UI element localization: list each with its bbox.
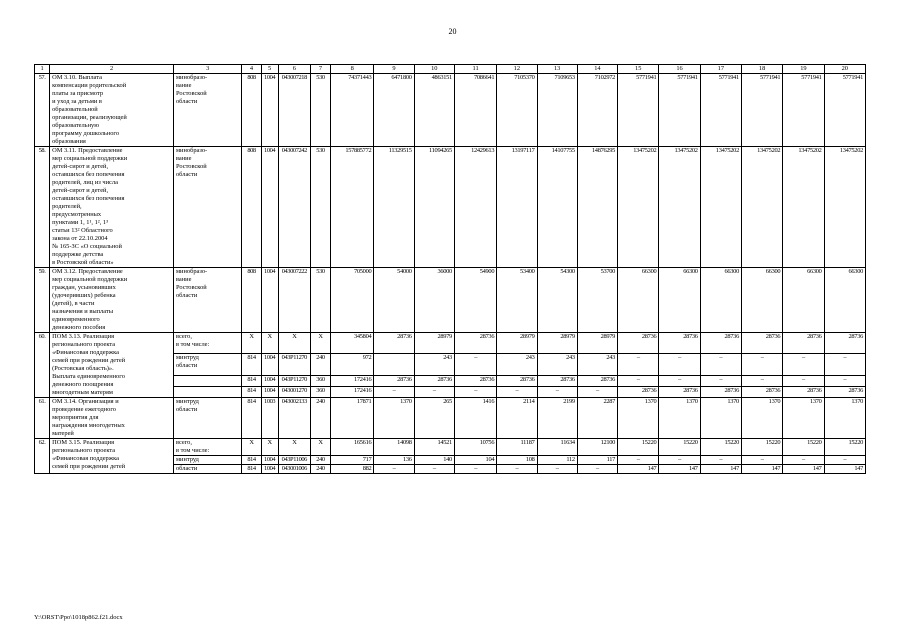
- amount-cell: –: [577, 465, 617, 474]
- amount-cell: –: [700, 375, 741, 386]
- code-cell: 1004: [261, 375, 278, 386]
- amount-cell: 14521: [414, 439, 454, 456]
- amount-cell: 705000: [331, 268, 374, 333]
- amount-cell: 13475202: [618, 147, 659, 268]
- amount-cell: 243: [577, 354, 617, 375]
- code-cell: 240: [310, 465, 330, 474]
- amount-cell: 108: [497, 456, 537, 465]
- executor: всего, в том числе:: [173, 333, 241, 354]
- code-cell: Х: [310, 439, 330, 456]
- amount-cell: 28736: [783, 386, 824, 397]
- amount-cell: –: [537, 386, 577, 397]
- amount-cell: 5771941: [783, 74, 824, 147]
- amount-cell: 28979: [414, 333, 454, 354]
- header-cell: 11: [454, 65, 496, 74]
- executor: минобразо- вание Ростовской области: [173, 74, 241, 147]
- code-cell: 1003: [261, 398, 278, 439]
- row-number: 58.: [35, 147, 50, 268]
- amount-cell: 28736: [374, 375, 414, 386]
- page-number: 20: [448, 27, 457, 36]
- amount-cell: 5771941: [618, 74, 659, 147]
- amount-cell: 104: [454, 456, 496, 465]
- amount-cell: 28736: [700, 333, 741, 354]
- header-cell: 14: [577, 65, 617, 74]
- amount-cell: 6471800: [374, 74, 414, 147]
- amount-cell: 265: [414, 398, 454, 439]
- amount-cell: –: [454, 465, 496, 474]
- amount-cell: 28979: [497, 333, 537, 354]
- executor: [173, 386, 241, 397]
- header-cell: 1: [35, 65, 50, 74]
- amount-cell: 54000: [374, 268, 414, 333]
- code-cell: 360: [310, 375, 330, 386]
- amount-cell: 136: [374, 456, 414, 465]
- amount-cell: 28736: [659, 333, 700, 354]
- amount-cell: 243: [537, 354, 577, 375]
- code-cell: 814: [242, 465, 261, 474]
- code-cell: 814: [242, 398, 261, 439]
- code-cell: 1004: [261, 74, 278, 147]
- code-cell: 043P11270: [278, 375, 310, 386]
- amount-cell: 14876295: [577, 147, 617, 268]
- amount-cell: 14098: [374, 439, 414, 456]
- amount-cell: 147: [618, 465, 659, 474]
- amount-cell: 147: [700, 465, 741, 474]
- header-cell: 15: [618, 65, 659, 74]
- amount-cell: 28736: [700, 386, 741, 397]
- header-cell: 4: [242, 65, 261, 74]
- amount-cell: –: [577, 386, 617, 397]
- amount-cell: 4863151: [414, 74, 454, 147]
- header-cell: 19: [783, 65, 824, 74]
- file-path: Y:\ORST\Ppo\1018p862.f21.docx: [34, 614, 123, 621]
- amount-cell: 17871: [331, 398, 374, 439]
- amount-cell: 28736: [577, 375, 617, 386]
- amount-cell: 66300: [783, 268, 824, 333]
- amount-cell: 12429613: [454, 147, 496, 268]
- executor: области: [173, 465, 241, 474]
- code-cell: 814: [242, 354, 261, 375]
- code-cell: 043007218: [278, 74, 310, 147]
- measure-name: ОМ 3.10. Выплата компенсации родительской платы за присмотр и уход за детьми в образовательной организации, реализующей образовательную программу дошкольного образования: [50, 74, 174, 147]
- code-cell: 043001270: [278, 386, 310, 397]
- amount-cell: –: [659, 375, 700, 386]
- amount-cell: –: [618, 456, 659, 465]
- amount-cell: 1370: [700, 398, 741, 439]
- amount-cell: –: [454, 386, 496, 397]
- amount-cell: 28736: [618, 386, 659, 397]
- row-number: 61.: [35, 398, 50, 439]
- amount-cell: 147: [783, 465, 824, 474]
- amount-cell: [374, 354, 414, 375]
- amount-cell: –: [497, 386, 537, 397]
- code-cell: 1004: [261, 268, 278, 333]
- amount-cell: 13475202: [659, 147, 700, 268]
- executor: [173, 375, 241, 386]
- table-row: [35, 268, 866, 333]
- amount-cell: –: [414, 465, 454, 474]
- header-cell: 13: [537, 65, 577, 74]
- header-cell: 10: [414, 65, 454, 74]
- code-cell: 043P11006: [278, 456, 310, 465]
- amount-cell: –: [454, 354, 496, 375]
- code-cell: Х: [242, 439, 261, 456]
- table-row: [35, 147, 866, 268]
- executor: минобразо- вание Ростовской области: [173, 268, 241, 333]
- amount-cell: 11634: [537, 439, 577, 456]
- amount-cell: 28979: [537, 333, 577, 354]
- code-cell: 1004: [261, 465, 278, 474]
- amount-cell: –: [700, 456, 741, 465]
- amount-cell: –: [618, 354, 659, 375]
- amount-cell: 1416: [454, 398, 496, 439]
- amount-cell: 7102972: [577, 74, 617, 147]
- amount-cell: 15220: [783, 439, 824, 456]
- amount-cell: –: [824, 354, 865, 375]
- amount-cell: 28736: [659, 386, 700, 397]
- amount-cell: 28736: [414, 375, 454, 386]
- amount-cell: –: [537, 465, 577, 474]
- header-cell: 8: [331, 65, 374, 74]
- header-row: [35, 65, 866, 74]
- amount-cell: 28736: [618, 333, 659, 354]
- code-cell: Х: [242, 333, 261, 354]
- executor: минтруд области: [173, 354, 241, 375]
- code-cell: Х: [310, 333, 330, 354]
- code-cell: 043001006: [278, 465, 310, 474]
- header-cell: 3: [173, 65, 241, 74]
- code-cell: 043002133: [278, 398, 310, 439]
- amount-cell: 15220: [741, 439, 782, 456]
- code-cell: 360: [310, 386, 330, 397]
- amount-cell: 1370: [783, 398, 824, 439]
- amount-cell: 15220: [700, 439, 741, 456]
- amount-cell: –: [659, 456, 700, 465]
- amount-cell: 147: [824, 465, 865, 474]
- code-cell: Х: [278, 439, 310, 456]
- amount-cell: 66300: [659, 268, 700, 333]
- header-cell: 2: [50, 65, 174, 74]
- amount-cell: 66300: [741, 268, 782, 333]
- amount-cell: 53700: [577, 268, 617, 333]
- amount-cell: –: [824, 375, 865, 386]
- amount-cell: –: [824, 456, 865, 465]
- amount-cell: 717: [331, 456, 374, 465]
- header-cell: 16: [659, 65, 700, 74]
- amount-cell: 172416: [331, 375, 374, 386]
- amount-cell: 1370: [374, 398, 414, 439]
- measure-name: ОМ 3.12. Предоставление мер социальной поддержки граждан, усыновивших (удочеривших) ребенка (детей), в части назначения и выплаты единовременного денежного пособия: [50, 268, 174, 333]
- amount-cell: 13475202: [783, 147, 824, 268]
- header-cell: 18: [741, 65, 782, 74]
- amount-cell: –: [659, 354, 700, 375]
- code-cell: 814: [242, 456, 261, 465]
- amount-cell: 11329515: [374, 147, 414, 268]
- code-cell: 1004: [261, 386, 278, 397]
- amount-cell: 28736: [374, 333, 414, 354]
- amount-cell: 12100: [577, 439, 617, 456]
- amount-cell: 2199: [537, 398, 577, 439]
- row-number: 62.: [35, 439, 50, 474]
- amount-cell: 972: [331, 354, 374, 375]
- code-cell: 1004: [261, 354, 278, 375]
- amount-cell: 53400: [497, 268, 537, 333]
- row-number: 60.: [35, 333, 50, 398]
- amount-cell: 112: [537, 456, 577, 465]
- amount-cell: –: [618, 375, 659, 386]
- amount-cell: 1370: [659, 398, 700, 439]
- header-cell: 9: [374, 65, 414, 74]
- amount-cell: 28736: [537, 375, 577, 386]
- code-cell: 043007222: [278, 268, 310, 333]
- amount-cell: 11187: [497, 439, 537, 456]
- amount-cell: –: [783, 456, 824, 465]
- code-cell: 808: [242, 268, 261, 333]
- amount-cell: 7086641: [454, 74, 496, 147]
- amount-cell: –: [741, 354, 782, 375]
- amount-cell: 1370: [618, 398, 659, 439]
- header-cell: 12: [497, 65, 537, 74]
- amount-cell: –: [374, 386, 414, 397]
- table-row: [35, 398, 866, 439]
- amount-cell: 28736: [824, 386, 865, 397]
- code-cell: 808: [242, 74, 261, 147]
- amount-cell: 140: [414, 456, 454, 465]
- code-cell: Х: [278, 333, 310, 354]
- amount-cell: 243: [414, 354, 454, 375]
- budget-table: [34, 64, 866, 474]
- code-cell: Х: [261, 439, 278, 456]
- amount-cell: 66300: [700, 268, 741, 333]
- amount-cell: 147: [741, 465, 782, 474]
- code-cell: 530: [310, 268, 330, 333]
- amount-cell: 74371443: [331, 74, 374, 147]
- amount-cell: 882: [331, 465, 374, 474]
- amount-cell: 2287: [577, 398, 617, 439]
- code-cell: 530: [310, 74, 330, 147]
- header-cell: 17: [700, 65, 741, 74]
- amount-cell: 28736: [783, 333, 824, 354]
- amount-cell: 7109653: [537, 74, 577, 147]
- code-cell: 1004: [261, 147, 278, 268]
- amount-cell: 345804: [331, 333, 374, 354]
- measure-name: ПОМ 3.13. Реализация регионального проекта «Финансовая поддержка семей при рождении детей (Ростовская область)». Выплата единовременного денежного поощрения многодетным матерям: [50, 333, 174, 398]
- code-cell: 814: [242, 375, 261, 386]
- executor: всего, в том числе:: [173, 439, 241, 456]
- amount-cell: 5771941: [700, 74, 741, 147]
- amount-cell: 147: [659, 465, 700, 474]
- amount-cell: 28736: [741, 333, 782, 354]
- amount-cell: 15220: [618, 439, 659, 456]
- header-cell: 7: [310, 65, 330, 74]
- amount-cell: 1370: [741, 398, 782, 439]
- amount-cell: 13197117: [497, 147, 537, 268]
- code-cell: 530: [310, 147, 330, 268]
- amount-cell: 5771941: [741, 74, 782, 147]
- amount-cell: 54900: [454, 268, 496, 333]
- row-number: 59.: [35, 268, 50, 333]
- measure-name: ОМ 3.14. Организация и проведение ежегодного мероприятия для награждения многодетных матерей: [50, 398, 174, 439]
- amount-cell: 117: [577, 456, 617, 465]
- amount-cell: 243: [497, 354, 537, 375]
- amount-cell: –: [374, 465, 414, 474]
- amount-cell: 15220: [824, 439, 865, 456]
- code-cell: 814: [242, 386, 261, 397]
- amount-cell: 1370: [824, 398, 865, 439]
- amount-cell: 13475202: [741, 147, 782, 268]
- amount-cell: 7105370: [497, 74, 537, 147]
- header-cell: 20: [824, 65, 865, 74]
- header-cell: 5: [261, 65, 278, 74]
- amount-cell: 172416: [331, 386, 374, 397]
- amount-cell: 5771941: [659, 74, 700, 147]
- executor: минобразо- вание Ростовской области: [173, 147, 241, 268]
- measure-name: ОМ 3.11. Предоставление мер социальной поддержки детей-сирот и детей, оставшихся без попечения родителей, лиц из числа детей-сирот и детей, оставшихся без попечения родителей, предусмотренных пунктами 1, 1¹, 1², 1³ статьи 13² Областного закона от 22.10.2004 № 165-ЗС «О социальной поддержке детства в Ростовской области»: [50, 147, 174, 268]
- executor: минтруд области: [173, 398, 241, 439]
- table-row: [35, 439, 866, 456]
- code-cell: 043P11270: [278, 354, 310, 375]
- amount-cell: 2114: [497, 398, 537, 439]
- amount-cell: 28736: [454, 375, 496, 386]
- amount-cell: 157885772: [331, 147, 374, 268]
- amount-cell: 28736: [824, 333, 865, 354]
- measure-name: ПОМ 3.15. Реализация регионального проекта «Финансовая поддержка семей при рождении детей: [50, 439, 174, 474]
- code-cell: 240: [310, 456, 330, 465]
- table-row: [35, 333, 866, 354]
- amount-cell: 36000: [414, 268, 454, 333]
- amount-cell: 28979: [577, 333, 617, 354]
- code-cell: 240: [310, 354, 330, 375]
- code-cell: 1004: [261, 456, 278, 465]
- amount-cell: 10756: [454, 439, 496, 456]
- code-cell: 240: [310, 398, 330, 439]
- amount-cell: –: [783, 375, 824, 386]
- amount-cell: –: [700, 354, 741, 375]
- code-cell: 043007242: [278, 147, 310, 268]
- amount-cell: 54300: [537, 268, 577, 333]
- amount-cell: 11094265: [414, 147, 454, 268]
- amount-cell: 14107755: [537, 147, 577, 268]
- executor: минтруд: [173, 456, 241, 465]
- amount-cell: –: [741, 375, 782, 386]
- amount-cell: 28736: [741, 386, 782, 397]
- amount-cell: –: [497, 465, 537, 474]
- amount-cell: 13475202: [824, 147, 865, 268]
- amount-cell: 28736: [497, 375, 537, 386]
- amount-cell: 165616: [331, 439, 374, 456]
- amount-cell: –: [414, 386, 454, 397]
- row-number: 57.: [35, 74, 50, 147]
- header-cell: 6: [278, 65, 310, 74]
- amount-cell: –: [783, 354, 824, 375]
- amount-cell: 66300: [618, 268, 659, 333]
- amount-cell: 66300: [824, 268, 865, 333]
- code-cell: 808: [242, 147, 261, 268]
- amount-cell: 13475202: [700, 147, 741, 268]
- code-cell: Х: [261, 333, 278, 354]
- amount-cell: 15220: [659, 439, 700, 456]
- table-row: [35, 74, 866, 147]
- amount-cell: –: [741, 456, 782, 465]
- amount-cell: 28736: [454, 333, 496, 354]
- amount-cell: 5771941: [824, 74, 865, 147]
